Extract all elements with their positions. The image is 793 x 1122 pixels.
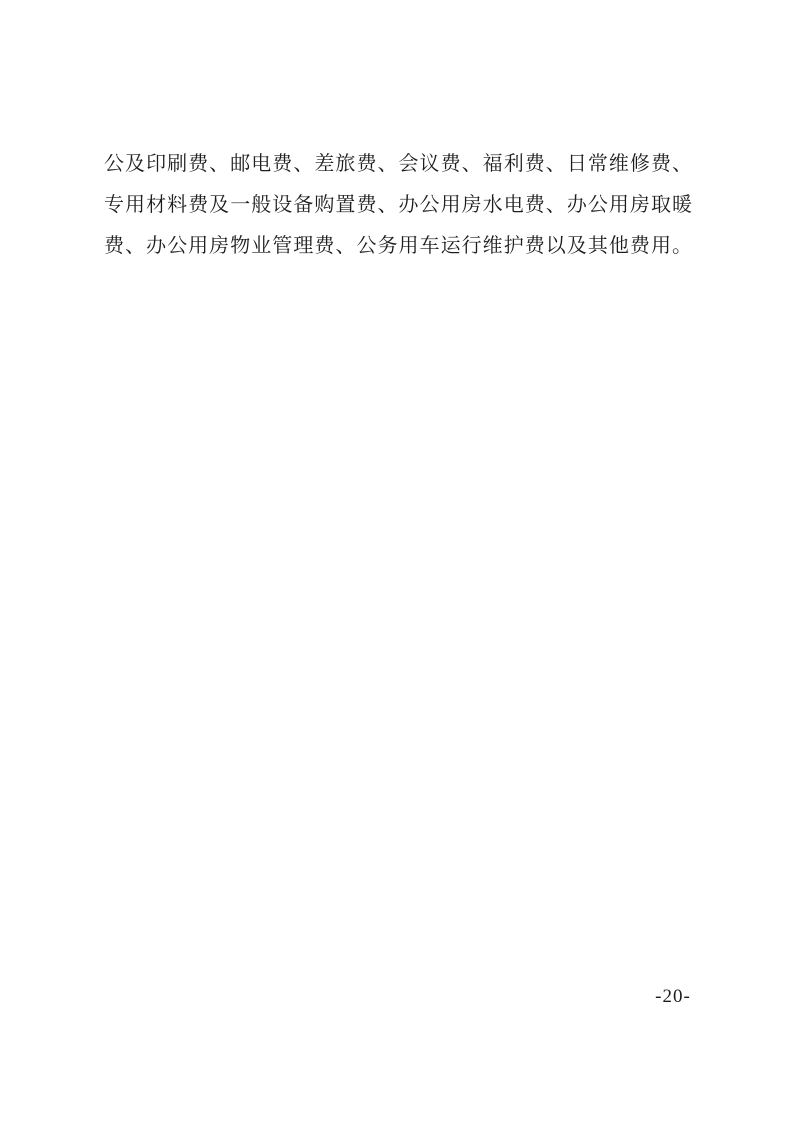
body-paragraph (104, 144, 692, 267)
paragraph-line-2: 专用材料费及一般设备购置费、办公用房水电费、办公用房取暖 (104, 194, 692, 216)
paragraph-line-3: 费、办公用房物业管理费、公务用车运行维护费以及其他费用。 (104, 235, 692, 257)
paragraph-line-1: 公及印刷费、邮电费、差旅费、会议费、福利费、日常维修费、 (104, 153, 692, 175)
page-number: -20- (655, 986, 691, 1007)
